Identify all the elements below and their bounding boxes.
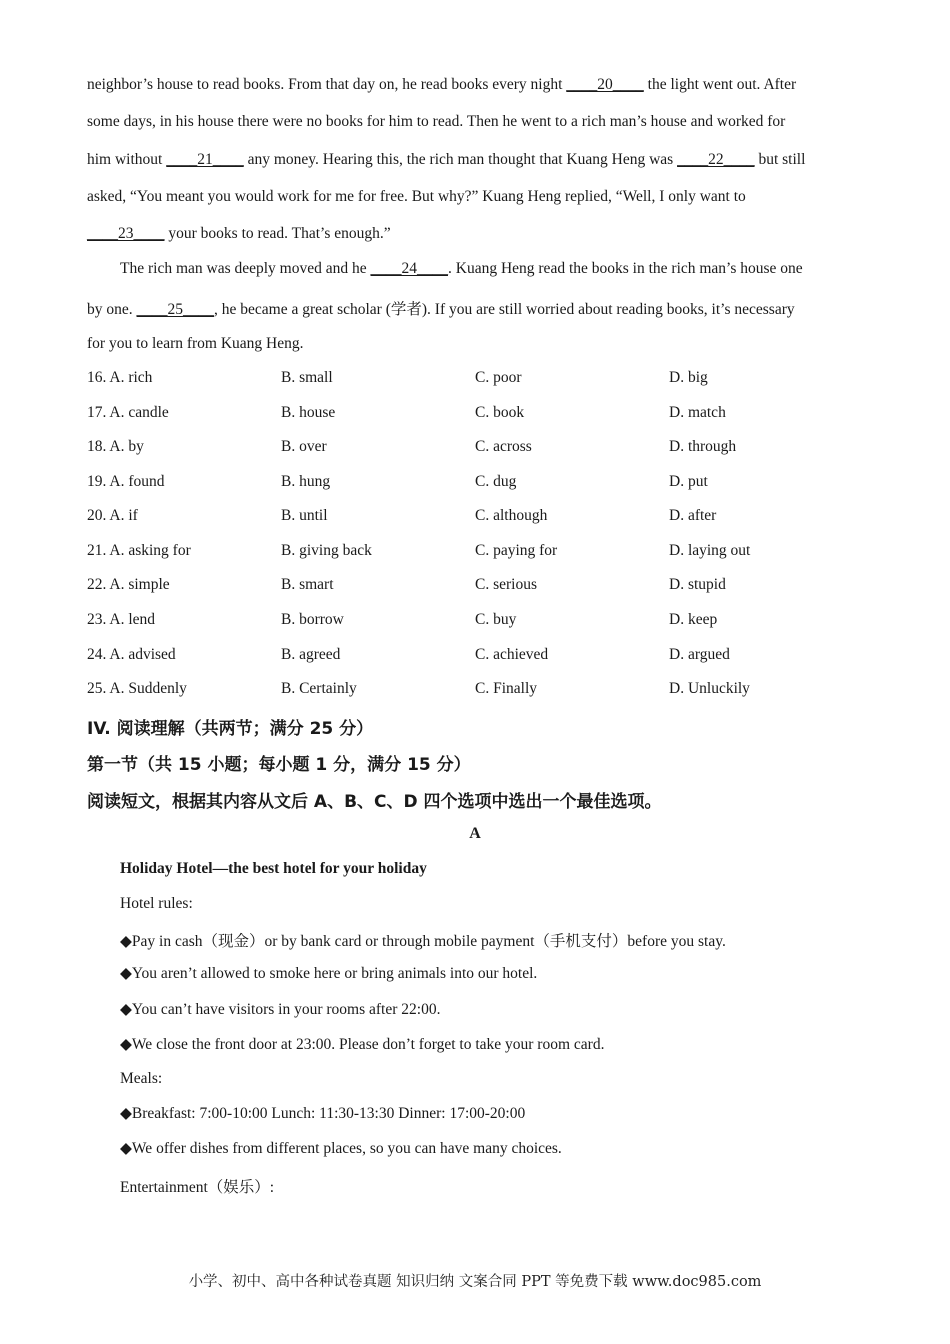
option-row bbox=[87, 646, 867, 668]
option-d: D. stupid bbox=[669, 576, 726, 593]
option-b: B. small bbox=[281, 369, 333, 386]
option-d: D. after bbox=[669, 507, 717, 524]
option-a: 23. A. lend bbox=[87, 611, 156, 628]
option-row bbox=[87, 611, 867, 633]
option-b: B. borrow bbox=[281, 611, 344, 628]
blank-21: ____21____ bbox=[166, 151, 244, 168]
text: . Kuang Heng read the books in the rich man’s house one bbox=[448, 260, 803, 277]
option-row bbox=[87, 680, 867, 702]
option-a: 22. A. simple bbox=[87, 576, 170, 593]
option-a: 20. A. if bbox=[87, 507, 138, 524]
section-instruction: 阅读短文，根据其内容从文后 A、B、C、D 四个选项中选出一个最佳选项。 bbox=[87, 792, 662, 812]
option-c: C. paying for bbox=[475, 542, 558, 559]
passage-line bbox=[87, 76, 867, 94]
text: The rich man was deeply moved and he bbox=[120, 260, 371, 277]
option-d: D. put bbox=[669, 473, 708, 490]
meal-item: ◆Breakfast: 7:00-10:00 Lunch: 11:30-13:30 Dinner: 17:00-20:00 bbox=[120, 1105, 526, 1122]
text: by one. bbox=[87, 301, 137, 318]
blank-20: ____20____ bbox=[566, 76, 644, 93]
rule-item: ◆You aren’t allowed to smoke here or bring animals into our hotel. bbox=[120, 965, 538, 982]
text: , he became a great scholar (学者). If you are still worried about reading books, it’s necessary bbox=[214, 301, 795, 318]
option-c: C. achieved bbox=[475, 646, 549, 663]
section-title: IV. 阅读理解（共两节；满分 25 分） bbox=[87, 719, 374, 739]
option-c: C. across bbox=[475, 438, 532, 455]
rule-item: ◆You can’t have visitors in your rooms after 22:00. bbox=[120, 1001, 441, 1018]
option-c: C. buy bbox=[475, 611, 517, 628]
option-a: 16. A. rich bbox=[87, 369, 153, 386]
option-row bbox=[87, 542, 867, 564]
passage-line: asked, “You meant you would work for me for free. But why?” Kuang Heng replied, “Well, I only want to bbox=[87, 188, 746, 205]
option-row bbox=[87, 576, 867, 598]
option-a: 24. A. advised bbox=[87, 646, 176, 663]
option-b: B. over bbox=[281, 438, 327, 455]
entertainment-label: Entertainment（娱乐）: bbox=[120, 1179, 275, 1196]
option-row bbox=[87, 507, 867, 529]
passage-line bbox=[120, 260, 900, 278]
option-b: B. Certainly bbox=[281, 680, 357, 697]
passage-letter: A bbox=[469, 825, 481, 842]
option-c: C. dug bbox=[475, 473, 517, 490]
option-c: C. Finally bbox=[475, 680, 538, 697]
option-b: B. smart bbox=[281, 576, 334, 593]
option-a: 18. A. by bbox=[87, 438, 144, 455]
option-d: D. big bbox=[669, 369, 708, 386]
passage-line bbox=[87, 225, 867, 243]
rule-item: ◆We close the front door at 23:00. Please don’t forget to take your room card. bbox=[120, 1036, 605, 1053]
footer: 小学、初中、高中各种试卷真题 知识归纳 文案合同 PPT 等免费下载 www.doc985.com bbox=[188, 1274, 762, 1290]
option-b: B. agreed bbox=[281, 646, 341, 663]
option-a: 17. A. candle bbox=[87, 404, 169, 421]
blank-23: ____23____ bbox=[87, 225, 165, 242]
meal-item: ◆We offer dishes from different places, so you can have many choices. bbox=[120, 1140, 562, 1157]
text: neighbor’s house to read books. From that day on, he read books every night bbox=[87, 76, 567, 93]
blank-22: ____22____ bbox=[677, 151, 755, 168]
blank-25: ____25____ bbox=[136, 301, 215, 318]
blank-24: ____24____ bbox=[370, 260, 448, 277]
option-d: D. Unluckily bbox=[669, 680, 750, 697]
option-b: B. hung bbox=[281, 473, 331, 490]
option-c: C. book bbox=[475, 404, 525, 421]
text: the light went out. After bbox=[643, 76, 797, 93]
ad-title-text: Holiday Hotel—the best hotel for your holiday bbox=[120, 860, 427, 877]
section-part-heading: 第一节（共 15 小题；每小题 1 分，满分 15 分） bbox=[87, 755, 471, 775]
option-d: D. match bbox=[669, 404, 726, 421]
passage-line bbox=[87, 151, 867, 169]
text: him without bbox=[87, 151, 167, 168]
option-c: C. although bbox=[475, 507, 548, 524]
rule-item: ◆Pay in cash（现金）or by bank card or through mobile payment（手机支付）before you stay. bbox=[120, 933, 726, 950]
option-a: 25. A. Suddenly bbox=[87, 680, 187, 697]
passage-line: some days, in his house there were no books for him to read. Then he went to a rich man’s house and worked for bbox=[87, 113, 786, 130]
ad-title bbox=[120, 860, 427, 878]
option-b: B. until bbox=[281, 507, 328, 524]
meals-label: Meals: bbox=[120, 1070, 163, 1087]
option-c: C. poor bbox=[475, 369, 522, 386]
option-b: B. house bbox=[281, 404, 336, 421]
text: but still bbox=[754, 151, 806, 168]
text: any money. Hearing this, the rich man thought that Kuang Heng was bbox=[243, 151, 678, 168]
text: your books to read. That’s enough.” bbox=[164, 225, 391, 242]
rules-label: Hotel rules: bbox=[120, 895, 193, 912]
option-row bbox=[87, 369, 867, 391]
option-row bbox=[87, 473, 867, 495]
option-row bbox=[87, 438, 867, 460]
option-d: D. through bbox=[669, 438, 737, 455]
option-b: B. giving back bbox=[281, 542, 372, 559]
passage-line: for you to learn from Kuang Heng. bbox=[87, 335, 304, 352]
option-row bbox=[87, 404, 867, 426]
option-d: D. argued bbox=[669, 646, 730, 663]
passage-line bbox=[87, 297, 867, 319]
option-a: 21. A. asking for bbox=[87, 542, 191, 559]
option-a: 19. A. found bbox=[87, 473, 165, 490]
option-c: C. serious bbox=[475, 576, 537, 593]
option-d: D. laying out bbox=[669, 542, 751, 559]
option-d: D. keep bbox=[669, 611, 718, 628]
